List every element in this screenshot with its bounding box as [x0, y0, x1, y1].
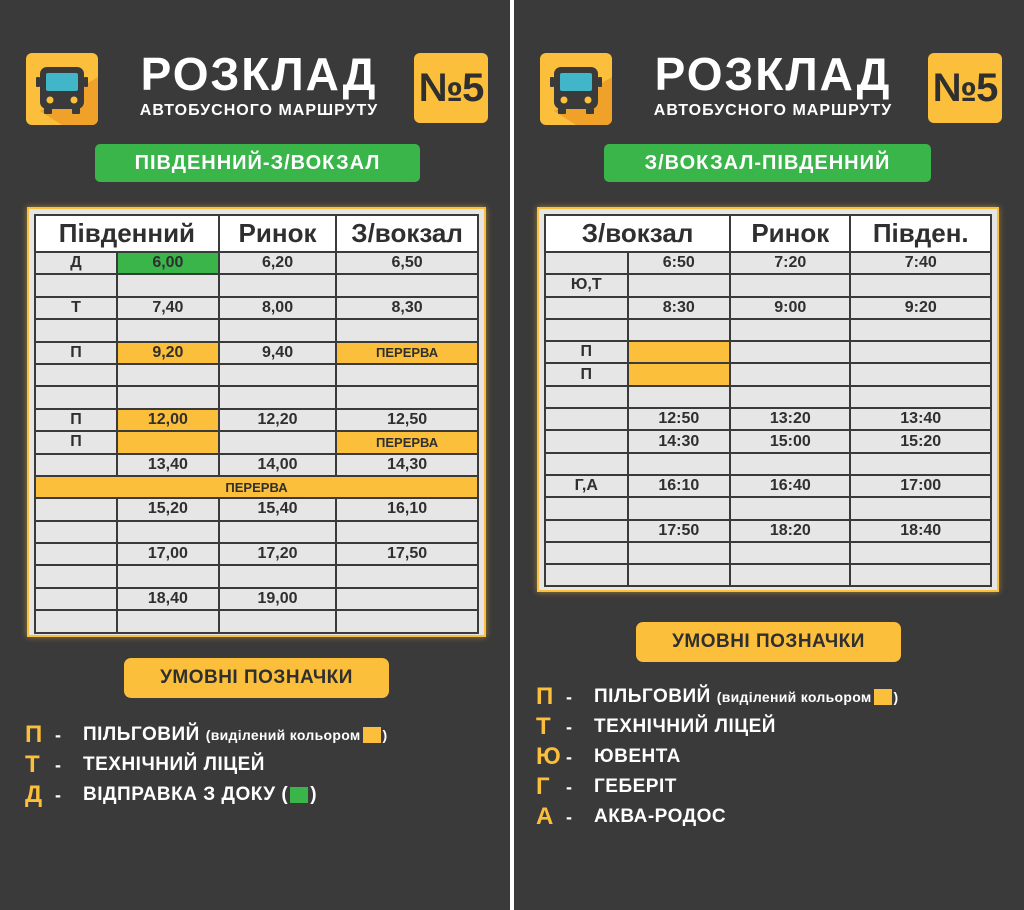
table-cell: [545, 408, 628, 430]
table-cell: [117, 565, 219, 587]
table-cell: [219, 431, 336, 453]
table-cell: [545, 564, 628, 586]
table-cell: [336, 364, 478, 386]
table-row: [35, 297, 478, 319]
table-cell: [545, 297, 628, 319]
table-cell: 13:20: [730, 408, 850, 430]
table-cell: [628, 453, 731, 475]
table-cell: П: [35, 431, 117, 453]
legend-dash: -: [55, 754, 61, 775]
table-cell: 6:50: [628, 252, 731, 274]
column-header: Півден.: [850, 215, 991, 252]
table-cell: [628, 363, 731, 385]
legend-note-text: (виділений кольором: [716, 689, 872, 705]
table-cell: [545, 453, 628, 475]
legend-item: [536, 742, 899, 772]
table-cell: П: [35, 409, 117, 431]
legend-note-close: ): [893, 689, 899, 705]
route-direction-badge: З/ВОКЗАЛ-ПІВДЕННИЙ: [604, 144, 931, 182]
timetable-header-row: [545, 215, 991, 252]
legend-letter: Ю: [536, 743, 561, 770]
table-cell: 17,20: [219, 543, 336, 565]
schedule-panel-right: [514, 0, 1024, 910]
table-cell: 15:20: [850, 430, 991, 452]
legend-item: [536, 802, 899, 832]
table-row: [35, 319, 478, 341]
table-cell: [219, 565, 336, 587]
table-cell: [35, 610, 117, 632]
legend-text: ТЕХНІЧНИЙ ЛІЦЕЙ: [83, 754, 265, 775]
bus-icon: [540, 53, 612, 125]
table-cell: [545, 542, 628, 564]
table-row: [545, 297, 991, 319]
table-cell: [730, 542, 850, 564]
table-cell: [628, 274, 731, 296]
legend-text: ТЕХНІЧНИЙ ЛІЦЕЙ: [594, 716, 776, 737]
table-cell: 15:00: [730, 430, 850, 452]
table-cell: 14,30: [336, 454, 478, 476]
legend-dash: -: [566, 746, 572, 767]
column-header: З/вокзал: [336, 215, 478, 252]
table-cell: [219, 386, 336, 408]
table-cell: 12,00: [117, 409, 219, 431]
table-cell: [850, 564, 991, 586]
page-title: РОЗКЛАД: [654, 48, 892, 100]
table-cell: [336, 274, 478, 296]
table-cell: [730, 386, 850, 408]
table-cell: [730, 274, 850, 296]
table-cell: 9,40: [219, 342, 336, 364]
route-direction-badge: ПІВДЕННИЙ-З/ВОКЗАЛ: [95, 144, 420, 182]
table-cell: [35, 319, 117, 341]
table-cell: 7,40: [117, 297, 219, 319]
schedule-panel-left: [0, 0, 510, 910]
legend-letter: Т: [536, 713, 551, 740]
table-row: [545, 386, 991, 408]
legend-letter: Г: [536, 773, 550, 800]
legend-dash: -: [55, 784, 61, 805]
table-cell: [35, 274, 117, 296]
column-header: Південний: [35, 215, 219, 252]
table-row: [545, 497, 991, 519]
table-cell: [117, 610, 219, 632]
table-cell: 17:50: [628, 520, 731, 542]
table-cell: 17,50: [336, 543, 478, 565]
table-cell: [850, 341, 991, 363]
table-row: [545, 542, 991, 564]
page-subtitle: АВТОБУСНОГО МАРШРУТУ: [139, 102, 379, 119]
legend: [25, 720, 388, 810]
table-cell: П: [35, 342, 117, 364]
table-cell: [628, 386, 731, 408]
table-cell: [850, 386, 991, 408]
legend-text: ГЕБЕРІТ: [594, 776, 677, 797]
table-cell: 18,40: [117, 588, 219, 610]
table-row: [35, 431, 478, 453]
legend-text: АКВА-РОДОС: [594, 806, 727, 827]
legend-item: [536, 712, 899, 742]
legend-dash: -: [55, 724, 61, 745]
table-cell: 6,20: [219, 252, 336, 274]
table-cell: [545, 497, 628, 519]
legend-letter: Д: [25, 781, 43, 808]
table-cell: 12,50: [336, 409, 478, 431]
table-cell: [730, 564, 850, 586]
table-row: [35, 274, 478, 296]
legend-letter: А: [536, 803, 554, 830]
table-cell: [628, 497, 731, 519]
timetable-frame: [537, 207, 999, 592]
table-cell: 12:50: [628, 408, 731, 430]
table-row: [35, 342, 478, 364]
table-cell: 8,00: [219, 297, 336, 319]
table-cell: [336, 319, 478, 341]
table-cell: [850, 319, 991, 341]
table-cell: 12,20: [219, 409, 336, 431]
timetable-frame: [27, 207, 486, 637]
table-cell: [730, 363, 850, 385]
table-cell: [336, 521, 478, 543]
table-cell: 14,00: [219, 454, 336, 476]
table-cell: [35, 588, 117, 610]
table-cell: [730, 341, 850, 363]
table-cell: [545, 430, 628, 452]
table-cell: [117, 431, 219, 453]
table-cell: 13:40: [850, 408, 991, 430]
route-number: №5: [928, 53, 1002, 123]
legend-item: [25, 750, 388, 780]
legend-note-text: (виділений кольором: [205, 727, 361, 743]
table-cell: 15,40: [219, 498, 336, 520]
table-row: [35, 476, 478, 498]
table-cell: [35, 498, 117, 520]
legend-note: [717, 689, 899, 705]
table-cell: 13,40: [117, 454, 219, 476]
table-cell: П: [545, 341, 628, 363]
page-title: РОЗКЛАД: [140, 48, 378, 100]
table-cell: 17:00: [850, 475, 991, 497]
table-cell: [850, 274, 991, 296]
table-cell: [336, 588, 478, 610]
table-cell: [35, 521, 117, 543]
legend-dash: -: [566, 686, 572, 707]
table-cell: [117, 364, 219, 386]
route-number: №5: [414, 53, 488, 123]
legend-title: УМОВНІ ПОЗНАЧКИ: [636, 622, 901, 662]
column-header: Ринок: [730, 215, 850, 252]
table-cell: [730, 319, 850, 341]
legend: [536, 682, 899, 832]
table-cell: [117, 274, 219, 296]
table-cell: 9:20: [850, 297, 991, 319]
table-cell: 8,30: [336, 297, 478, 319]
table-cell: ПЕРЕРВА: [336, 342, 478, 364]
table-cell: [730, 497, 850, 519]
table-cell: ПЕРЕРВА: [336, 431, 478, 453]
table-cell: [35, 543, 117, 565]
table-cell: 7:20: [730, 252, 850, 274]
timetable: [544, 214, 992, 587]
table-cell: [850, 453, 991, 475]
legend-item: [25, 780, 388, 810]
legend-text: ПІЛЬГОВИЙ: [594, 686, 711, 707]
table-cell: [850, 542, 991, 564]
column-header: З/вокзал: [545, 215, 730, 252]
table-row: [545, 430, 991, 452]
table-row: [35, 454, 478, 476]
table-cell: 14:30: [628, 430, 731, 452]
table-cell: [219, 364, 336, 386]
table-row: [545, 341, 991, 363]
table-cell: Д: [35, 252, 117, 274]
table-cell: 18:20: [730, 520, 850, 542]
table-row: [545, 520, 991, 542]
legend-item: [25, 720, 388, 750]
table-cell: [628, 542, 731, 564]
table-row: [35, 565, 478, 587]
legend-dash: -: [566, 806, 572, 827]
timetable: [34, 214, 479, 634]
legend-text: ЮВЕНТА: [594, 746, 681, 767]
table-cell: Т: [35, 297, 117, 319]
table-row: [545, 319, 991, 341]
table-row: [35, 610, 478, 632]
legend-note-close: ): [382, 727, 388, 743]
table-cell: П: [545, 363, 628, 385]
legend-letter: П: [536, 683, 554, 710]
table-cell: 18:40: [850, 520, 991, 542]
table-cell: 6,00: [117, 252, 219, 274]
legend-letter: П: [25, 721, 43, 748]
table-row: [545, 475, 991, 497]
column-header: Ринок: [219, 215, 336, 252]
table-cell: [545, 252, 628, 274]
timetable-header-row: [35, 215, 478, 252]
table-row: [35, 386, 478, 408]
table-cell: [730, 453, 850, 475]
table-cell: Г,А: [545, 475, 628, 497]
table-cell: [545, 319, 628, 341]
legend-letter: Т: [25, 751, 40, 778]
yellow-swatch: [874, 689, 892, 705]
table-cell: 9:00: [730, 297, 850, 319]
legend-item: [536, 682, 899, 712]
table-cell: 8:30: [628, 297, 731, 319]
table-cell: 17,00: [117, 543, 219, 565]
table-cell: [628, 341, 731, 363]
table-row: [35, 364, 478, 386]
table-cell: 16:10: [628, 475, 731, 497]
table-cell: [117, 319, 219, 341]
yellow-swatch: [363, 727, 381, 743]
table-cell: [628, 319, 731, 341]
table-cell: [545, 386, 628, 408]
table-cell: 15,20: [117, 498, 219, 520]
table-cell: [336, 610, 478, 632]
legend-title: УМОВНІ ПОЗНАЧКИ: [124, 658, 389, 698]
table-cell: [336, 386, 478, 408]
table-cell: [35, 565, 117, 587]
table-cell: [35, 364, 117, 386]
green-swatch: [290, 787, 308, 803]
table-row: [545, 274, 991, 296]
bus-icon: [26, 53, 98, 125]
table-row: [545, 363, 991, 385]
table-cell: [117, 521, 219, 543]
table-cell: Ю,Т: [545, 274, 628, 296]
table-row: [35, 588, 478, 610]
legend-text: ПІЛЬГОВИЙ: [83, 724, 200, 745]
break-row: ПЕРЕРВА: [35, 476, 478, 498]
table-row: [545, 408, 991, 430]
table-cell: 19,00: [219, 588, 336, 610]
table-cell: 6,50: [336, 252, 478, 274]
table-cell: [117, 386, 219, 408]
page-subtitle: АВТОБУСНОГО МАРШРУТУ: [653, 102, 893, 119]
table-cell: [219, 521, 336, 543]
table-cell: 9,20: [117, 342, 219, 364]
table-cell: 16,10: [336, 498, 478, 520]
table-cell: [35, 454, 117, 476]
table-cell: 16:40: [730, 475, 850, 497]
table-cell: 7:40: [850, 252, 991, 274]
legend-note: [206, 727, 388, 743]
table-cell: [219, 319, 336, 341]
table-cell: [850, 497, 991, 519]
legend-dash: -: [566, 716, 572, 737]
table-cell: [545, 520, 628, 542]
table-cell: [336, 565, 478, 587]
legend-text: ВІДПРАВКА З ДОКУ (: [83, 784, 289, 805]
table-cell: [850, 363, 991, 385]
legend-dash: -: [566, 776, 572, 797]
table-row: [35, 543, 478, 565]
table-row: [35, 498, 478, 520]
table-cell: [35, 386, 117, 408]
table-row: [545, 453, 991, 475]
legend-note-close: ): [310, 784, 318, 805]
table-row: [35, 252, 478, 274]
table-row: [35, 521, 478, 543]
table-cell: [219, 274, 336, 296]
table-cell: [628, 564, 731, 586]
table-row: [545, 252, 991, 274]
legend-item: [536, 772, 899, 802]
table-row: [545, 564, 991, 586]
table-row: [35, 409, 478, 431]
table-cell: [219, 610, 336, 632]
